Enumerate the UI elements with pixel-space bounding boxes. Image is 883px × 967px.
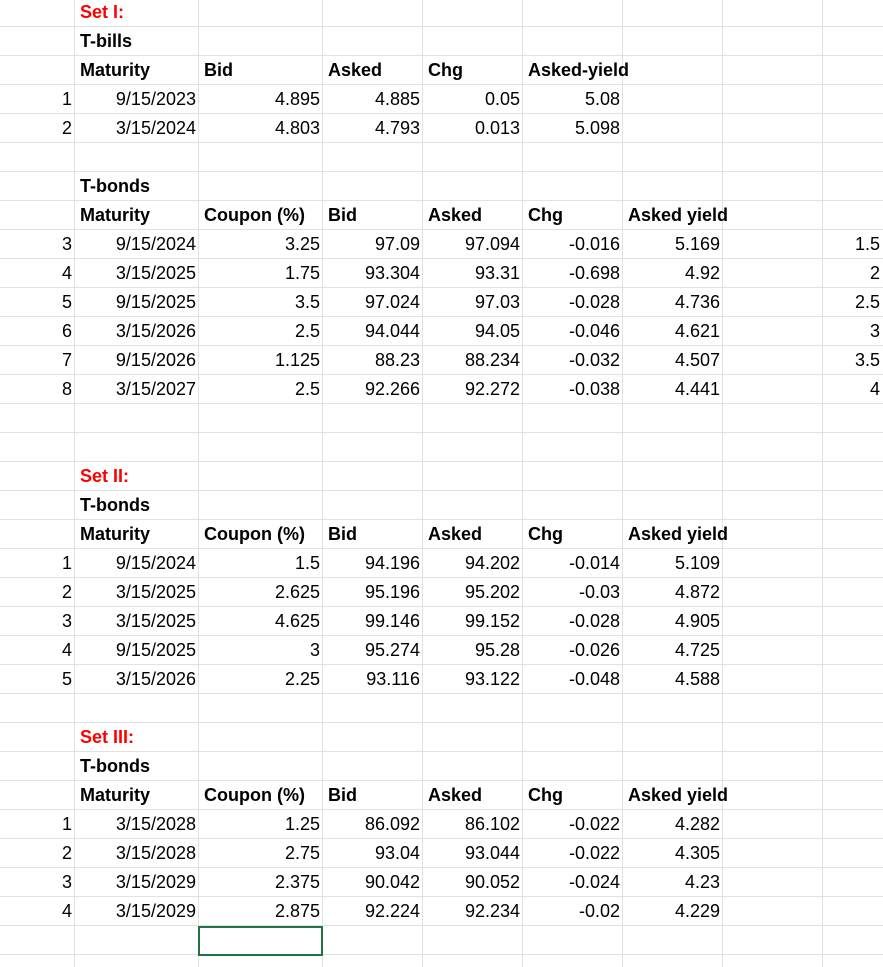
cell-r32-c3[interactable]: 2.875 — [274, 901, 320, 921]
cell-r10-c6[interactable]: -0.698 — [568, 263, 620, 283]
cell-r23-c5[interactable]: 95.28 — [474, 640, 520, 660]
cell-r23-c1[interactable]: 4 — [61, 640, 72, 660]
cell-r32-c2[interactable]: 3/15/2029 — [115, 901, 196, 921]
cell-r19-c4[interactable]: Bid — [328, 524, 357, 544]
cell-r13-c7[interactable]: 4.507 — [674, 350, 720, 370]
cell-r29-c6[interactable]: -0.022 — [568, 814, 620, 834]
cell-r4-c1[interactable]: 1 — [61, 89, 72, 109]
cell-r29-c5[interactable]: 86.102 — [464, 814, 520, 834]
cell-r23-c2[interactable]: 9/15/2025 — [115, 640, 196, 660]
cell-r20-c5[interactable]: 94.202 — [464, 553, 520, 573]
cell-r21-c3[interactable]: 2.625 — [274, 582, 320, 602]
cell-r5-c2[interactable]: 3/15/2024 — [115, 118, 196, 138]
cell-r4-c6[interactable]: 5.08 — [584, 89, 620, 109]
cell-r23-c6[interactable]: -0.026 — [568, 640, 620, 660]
cell-r22-c6[interactable]: -0.028 — [568, 611, 620, 631]
cell-r11-c7[interactable]: 4.736 — [674, 292, 720, 312]
cell-r3-c3[interactable]: Bid — [204, 60, 233, 80]
cell-r22-c1[interactable]: 3 — [61, 611, 72, 631]
cell-r20-c3[interactable]: 1.5 — [294, 553, 320, 573]
cell-r20-c1[interactable]: 1 — [61, 553, 72, 573]
cell-r9-c1[interactable]: 3 — [61, 234, 72, 254]
cell-r8-c2[interactable]: Maturity — [80, 205, 151, 225]
cell-r31-c2[interactable]: 3/15/2029 — [115, 872, 196, 892]
cell-r14-c9[interactable]: 4 — [869, 379, 880, 399]
cell-r21-c7[interactable]: 4.872 — [674, 582, 720, 602]
cell-r12-c3[interactable]: 2.5 — [294, 321, 320, 341]
cell-r28-c6[interactable]: Chg — [528, 785, 563, 805]
cell-r19-c7[interactable]: Asked yield — [628, 524, 729, 544]
cell-r24-c6[interactable]: -0.048 — [568, 669, 620, 689]
cell-r17-c2[interactable]: Set II: — [80, 466, 130, 486]
cell-r12-c5[interactable]: 94.05 — [474, 321, 520, 341]
cell-r28-c3[interactable]: Coupon (%) — [204, 785, 305, 805]
cell-r32-c1[interactable]: 4 — [61, 901, 72, 921]
cell-r14-c6[interactable]: -0.038 — [568, 379, 620, 399]
cell-r24-c4[interactable]: 93.116 — [366, 669, 420, 689]
cell-r3-c4[interactable]: Asked — [328, 60, 383, 80]
cell-r10-c5[interactable]: 93.31 — [474, 263, 520, 283]
gridline-horizontal — [0, 954, 883, 955]
cell-r14-c5[interactable]: 92.272 — [464, 379, 520, 399]
gridline-horizontal — [0, 432, 883, 433]
cell-r13-c5[interactable]: 88.234 — [464, 350, 520, 370]
cell-r3-c5[interactable]: Chg — [428, 60, 463, 80]
cell-r14-c1[interactable]: 8 — [61, 379, 72, 399]
cell-r11-c1[interactable]: 5 — [61, 292, 72, 312]
cell-r20-c4[interactable]: 94.196 — [364, 553, 420, 573]
cell-r30-c5[interactable]: 93.044 — [464, 843, 520, 863]
cell-r8-c4[interactable]: Bid — [328, 205, 357, 225]
cell-r29-c1[interactable]: 1 — [61, 814, 72, 834]
cell-r14-c2[interactable]: 3/15/2027 — [115, 379, 196, 399]
cell-r11-c9[interactable]: 2.5 — [854, 292, 880, 312]
cell-r11-c6[interactable]: -0.028 — [568, 292, 620, 312]
cell-r23-c3[interactable]: 3 — [309, 640, 320, 660]
cell-r14-c3[interactable]: 2.5 — [294, 379, 320, 399]
cell-r9-c5[interactable]: 97.094 — [464, 234, 520, 254]
cell-r22-c7[interactable]: 4.905 — [674, 611, 720, 631]
cell-r14-c7[interactable]: 4.441 — [674, 379, 720, 399]
cell-r10-c7[interactable]: 4.92 — [684, 263, 720, 283]
cell-r12-c4[interactable]: 94.044 — [364, 321, 420, 341]
cell-r26-c2[interactable]: Set III: — [80, 727, 135, 747]
cell-r4-c5[interactable]: 0.05 — [484, 89, 520, 109]
cell-r11-c4[interactable]: 97.024 — [364, 292, 420, 312]
cell-r2-c2[interactable]: T-bills — [80, 31, 133, 51]
cell-r13-c6[interactable]: -0.032 — [568, 350, 620, 370]
cell-r32-c4[interactable]: 92.224 — [364, 901, 420, 921]
cell-r3-c6[interactable]: Asked-yield — [528, 60, 630, 80]
cell-r21-c2[interactable]: 3/15/2025 — [115, 582, 196, 602]
active-cell-selection[interactable] — [198, 926, 323, 956]
cell-r28-c4[interactable]: Bid — [328, 785, 357, 805]
cell-r13-c3[interactable]: 1.125 — [274, 350, 320, 370]
cell-r18-c2[interactable]: T-bonds — [80, 495, 150, 515]
cell-r23-c7[interactable]: 4.725 — [674, 640, 720, 660]
cell-r5-c5[interactable]: 0.013 — [474, 118, 520, 138]
cell-r21-c1[interactable]: 2 — [61, 582, 72, 602]
cell-r28-c2[interactable]: Maturity — [80, 785, 151, 805]
cell-r21-c4[interactable]: 95.196 — [364, 582, 420, 602]
cell-r9-c2[interactable]: 9/15/2024 — [115, 234, 196, 254]
cell-r10-c3[interactable]: 1.75 — [284, 263, 320, 283]
cell-r10-c1[interactable]: 4 — [61, 263, 72, 283]
cell-r12-c9[interactable]: 3 — [869, 321, 880, 341]
cell-r8-c3[interactable]: Coupon (%) — [204, 205, 305, 225]
cell-r9-c9[interactable]: 1.5 — [854, 234, 880, 254]
cell-r8-c6[interactable]: Chg — [528, 205, 563, 225]
cell-r22-c2[interactable]: 3/15/2025 — [115, 611, 196, 631]
cell-r20-c7[interactable]: 5.109 — [674, 553, 720, 573]
cell-r30-c3[interactable]: 2.75 — [284, 843, 320, 863]
cell-r31-c6[interactable]: -0.024 — [568, 872, 620, 892]
cell-r4-c3[interactable]: 4.895 — [274, 89, 320, 109]
cell-r13-c4[interactable]: 88.23 — [374, 350, 420, 370]
cell-r24-c3[interactable]: 2.25 — [284, 669, 320, 689]
cell-r13-c1[interactable]: 7 — [61, 350, 72, 370]
cell-r30-c1[interactable]: 2 — [61, 843, 72, 863]
cell-r28-c7[interactable]: Asked yield — [628, 785, 729, 805]
cell-r11-c2[interactable]: 9/15/2025 — [115, 292, 196, 312]
cell-r24-c1[interactable]: 5 — [61, 669, 72, 689]
cell-r31-c7[interactable]: 4.23 — [684, 872, 720, 892]
cell-r29-c7[interactable]: 4.282 — [674, 814, 720, 834]
cell-r32-c5[interactable]: 92.234 — [464, 901, 520, 921]
cell-r14-c4[interactable]: 92.266 — [364, 379, 420, 399]
cell-r8-c5[interactable]: Asked — [428, 205, 483, 225]
cell-r22-c3[interactable]: 4.625 — [274, 611, 320, 631]
cell-r29-c3[interactable]: 1.25 — [284, 814, 320, 834]
cell-r13-c2[interactable]: 9/15/2026 — [115, 350, 196, 370]
cell-r5-c1[interactable]: 2 — [61, 118, 72, 138]
cell-r32-c7[interactable]: 4.229 — [674, 901, 720, 921]
cell-r9-c6[interactable]: -0.016 — [568, 234, 620, 254]
cell-r31-c3[interactable]: 2.375 — [274, 872, 320, 892]
cell-r10-c2[interactable]: 3/15/2025 — [115, 263, 196, 283]
cell-r31-c1[interactable]: 3 — [61, 872, 72, 892]
cell-r32-c6[interactable]: -0.02 — [578, 901, 620, 921]
cell-r12-c1[interactable]: 6 — [61, 321, 72, 341]
cell-r10-c9[interactable]: 2 — [869, 263, 880, 283]
cell-r5-c3[interactable]: 4.803 — [274, 118, 320, 138]
cell-r23-c4[interactable]: 95.274 — [364, 640, 420, 660]
cell-r22-c5[interactable]: 99.152 — [464, 611, 520, 631]
cell-r7-c2[interactable]: T-bonds — [80, 176, 150, 196]
cell-r4-c4[interactable]: 4.885 — [374, 89, 420, 109]
cell-r24-c2[interactable]: 3/15/2026 — [115, 669, 196, 689]
cell-r20-c2[interactable]: 9/15/2024 — [115, 553, 196, 573]
cell-r31-c5[interactable]: 90.052 — [464, 872, 520, 892]
cell-r19-c2[interactable]: Maturity — [80, 524, 151, 544]
cell-r12-c7[interactable]: 4.621 — [674, 321, 720, 341]
cell-r30-c4[interactable]: 93.04 — [374, 843, 420, 863]
cell-r19-c6[interactable]: Chg — [528, 524, 563, 544]
cell-r30-c7[interactable]: 4.305 — [674, 843, 720, 863]
cell-r10-c4[interactable]: 93.304 — [364, 263, 420, 283]
cell-r12-c2[interactable]: 3/15/2026 — [115, 321, 196, 341]
cell-r1-c2[interactable]: Set I: — [80, 2, 125, 22]
cell-r27-c2[interactable]: T-bonds — [80, 756, 150, 776]
cell-r9-c3[interactable]: 3.25 — [284, 234, 320, 254]
cell-r5-c6[interactable]: 5.098 — [574, 118, 620, 138]
cell-r11-c3[interactable]: 3.5 — [294, 292, 320, 312]
cell-r21-c5[interactable]: 95.202 — [464, 582, 520, 602]
cell-r12-c6[interactable]: -0.046 — [568, 321, 620, 341]
cell-r29-c4[interactable]: 86.092 — [364, 814, 420, 834]
cell-r13-c9[interactable]: 3.5 — [854, 350, 880, 370]
cell-r22-c4[interactable]: 99.146 — [364, 611, 420, 631]
cell-r28-c5[interactable]: Asked — [428, 785, 483, 805]
gridline-vertical — [822, 0, 823, 967]
cell-r31-c4[interactable]: 90.042 — [364, 872, 420, 892]
cell-r29-c2[interactable]: 3/15/2028 — [115, 814, 196, 834]
cell-r9-c4[interactable]: 97.09 — [374, 234, 420, 254]
cell-r24-c5[interactable]: 93.122 — [464, 669, 520, 689]
cell-r4-c2[interactable]: 9/15/2023 — [115, 89, 196, 109]
cell-r11-c5[interactable]: 97.03 — [474, 292, 520, 312]
cell-r19-c5[interactable]: Asked — [428, 524, 483, 544]
cell-r20-c6[interactable]: -0.014 — [568, 553, 620, 573]
cell-r30-c2[interactable]: 3/15/2028 — [115, 843, 196, 863]
cell-r24-c7[interactable]: 4.588 — [674, 669, 720, 689]
cell-r19-c3[interactable]: Coupon (%) — [204, 524, 305, 544]
cell-r21-c6[interactable]: -0.03 — [578, 582, 620, 602]
cell-r30-c6[interactable]: -0.022 — [568, 843, 620, 863]
cell-r9-c7[interactable]: 5.169 — [674, 234, 720, 254]
cell-r5-c4[interactable]: 4.793 — [374, 118, 420, 138]
cell-r3-c2[interactable]: Maturity — [80, 60, 151, 80]
cell-r8-c7[interactable]: Asked yield — [628, 205, 729, 225]
